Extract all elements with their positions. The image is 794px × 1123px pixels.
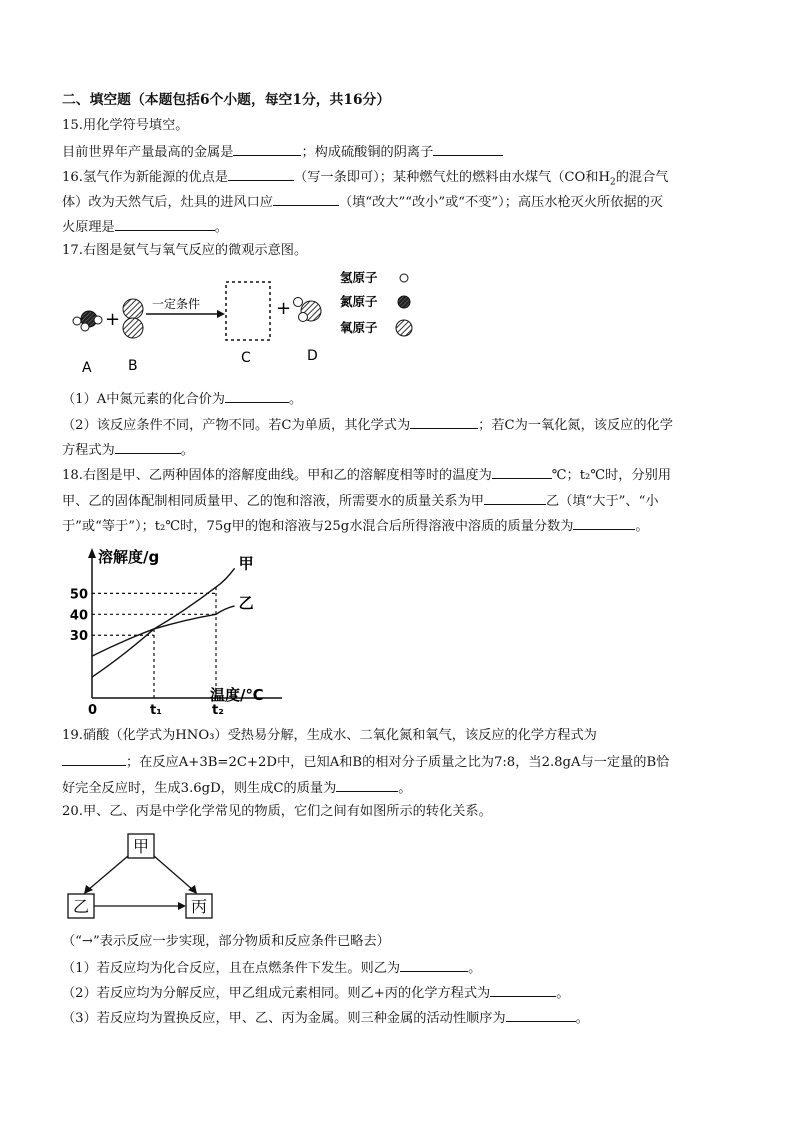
q18-blank-3[interactable] [573,517,635,530]
solubility-chart [60,540,290,716]
q17-stem: 17.右图是氨气与氧气反应的微观示意图。 [62,243,308,258]
arrow-jia-bing [154,856,193,890]
q16-blank-3[interactable] [115,218,215,231]
product-c-box [226,282,270,340]
series-yi-curve [92,606,235,656]
y-tick-30: 30 [69,629,88,645]
q20-note: （“→”表示反应一步实现，部分物质和反应条件已略去） [62,934,390,949]
q19-line2: ；在反应A+3B=2C+2D中，已知A和B的相对分子质量之比为7:8，当2.8gA与一定量的B恰 [62,753,669,771]
q20-stem: 20.甲、乙、丙是中学化学常见的物质，它们之间有如图所示的转化关系。 [62,804,492,819]
q18-line1: 18.右图是甲、乙两种固体的溶解度曲线。甲和乙的溶解度相等时的温度为 ℃；t₂℃时，分别用 [62,468,672,483]
svg-text:+: + [105,309,121,330]
series-yi-label: 乙 [238,593,254,612]
q20-sub1: （1）若反应均为化合反应，且在点燃条件下发生。则乙为 。 [62,961,482,976]
q15-line1: 目前世界年产量最高的金属是 ；构成硫酸铜的阴离子 [62,143,503,161]
q17-blank-3[interactable] [115,441,181,454]
q20-sub2: （2）若反应均为分解反应，甲乙组成元素相同。则乙+丙的化学方程式为 。 [62,986,570,1001]
conversion-diagram [62,828,222,924]
molecule-d [294,298,322,322]
q17-blank-2[interactable] [410,416,478,429]
q16-line1: 16.氢气作为新能源的优点是 （写一条即可）；某种燃气灶的燃料由水煤气（CO和$H_2$的混合气 [62,170,669,188]
y-tick-50: 50 [69,587,88,603]
q20-blank-1[interactable] [400,959,468,972]
q16-blank-1[interactable] [228,168,294,181]
legend-hydrogen: 氢原子 [340,270,378,285]
q18-line3: 于”或“等于”）；t₂℃时，75g甲的饱和溶液与25g水混合后所得溶液中溶质的质量分数为 。 [62,519,649,534]
arrow-jia-yi [88,856,128,890]
q15-blank-1[interactable] [233,143,301,156]
q17-sub1: （1）A中氮元素的化合价为 。 [62,392,303,407]
label-b: B [128,358,138,374]
x-tick-1: t₁ [150,703,162,716]
reaction-condition: 一定条件 [152,297,201,311]
q18-blank-1[interactable] [492,466,552,479]
label-d: D [307,348,318,364]
q20-blank-3[interactable] [506,1009,576,1022]
x-tick-2: t₂ [212,703,224,716]
x-tick-0: 0 [88,703,98,716]
label-c: C [241,350,251,366]
reaction-diagram [60,262,440,380]
svg-text:+: + [276,298,292,319]
q18-line2: 甲、乙的固体配制相同质量甲、乙的饱和溶液，所需要水的质量关系为甲 乙（填“大于”、“小 [62,494,659,509]
legend-nitrogen: 氮原子 [340,294,378,309]
q20-sub3: （3）若反应均为置换反应，甲、乙、丙为金属。则三种金属的活动性顺序为 。 [62,1011,589,1026]
y-tick-40: 40 [69,608,88,624]
q17-blank-1[interactable] [225,390,289,403]
section-title: 二、填空题（本题包括6个小题，每空1分，共16分） [62,92,391,108]
molecule-a [73,311,102,331]
legend-oxygen: 氧原子 [340,320,378,335]
series-jia-label: 甲 [238,554,254,573]
q16-line3: 火原理是 。 [62,220,228,235]
q15-blank-2[interactable] [433,143,503,156]
svg-text:丙: 丙 [190,897,208,916]
y-axis-label: 溶解度/g [98,548,160,566]
q20-blank-2[interactable] [490,984,556,997]
x-axis-label: 温度/℃ [210,686,264,704]
q19-line3: 好完全反应时，生成3.6gD，则生成C的质量为 。 [62,781,412,796]
q16-blank-2[interactable] [273,193,339,206]
q16-line2: 体）改为天然气后，灶具的进风口应 （填“改大”“改小”或“不变”）；高压水枪灭火所依据的灭 [62,195,663,210]
q15-stem: 15.用化学符号填空。 [62,118,189,133]
molecule-b [123,299,143,338]
q19-line1: 19.硝酸（化学式为HNO₃）受热易分解，生成水、二氧化氮和氧气，该反应的化学方程式为 [62,728,597,743]
q19-blank-1[interactable] [62,753,126,766]
q17-sub2-cont: 方程式为 。 [62,443,194,458]
svg-text:乙: 乙 [72,897,90,916]
label-a: A [82,360,92,376]
series-jia-curve [92,568,235,677]
q19-blank-2[interactable] [336,779,398,792]
q17-sub2: （2）该反应条件不同，产物不同。若C为单质，其化学式为 ；若C为一氧化氮，该反应的化学 [62,418,673,433]
q18-blank-2[interactable] [484,492,546,505]
svg-text:甲: 甲 [132,837,150,856]
